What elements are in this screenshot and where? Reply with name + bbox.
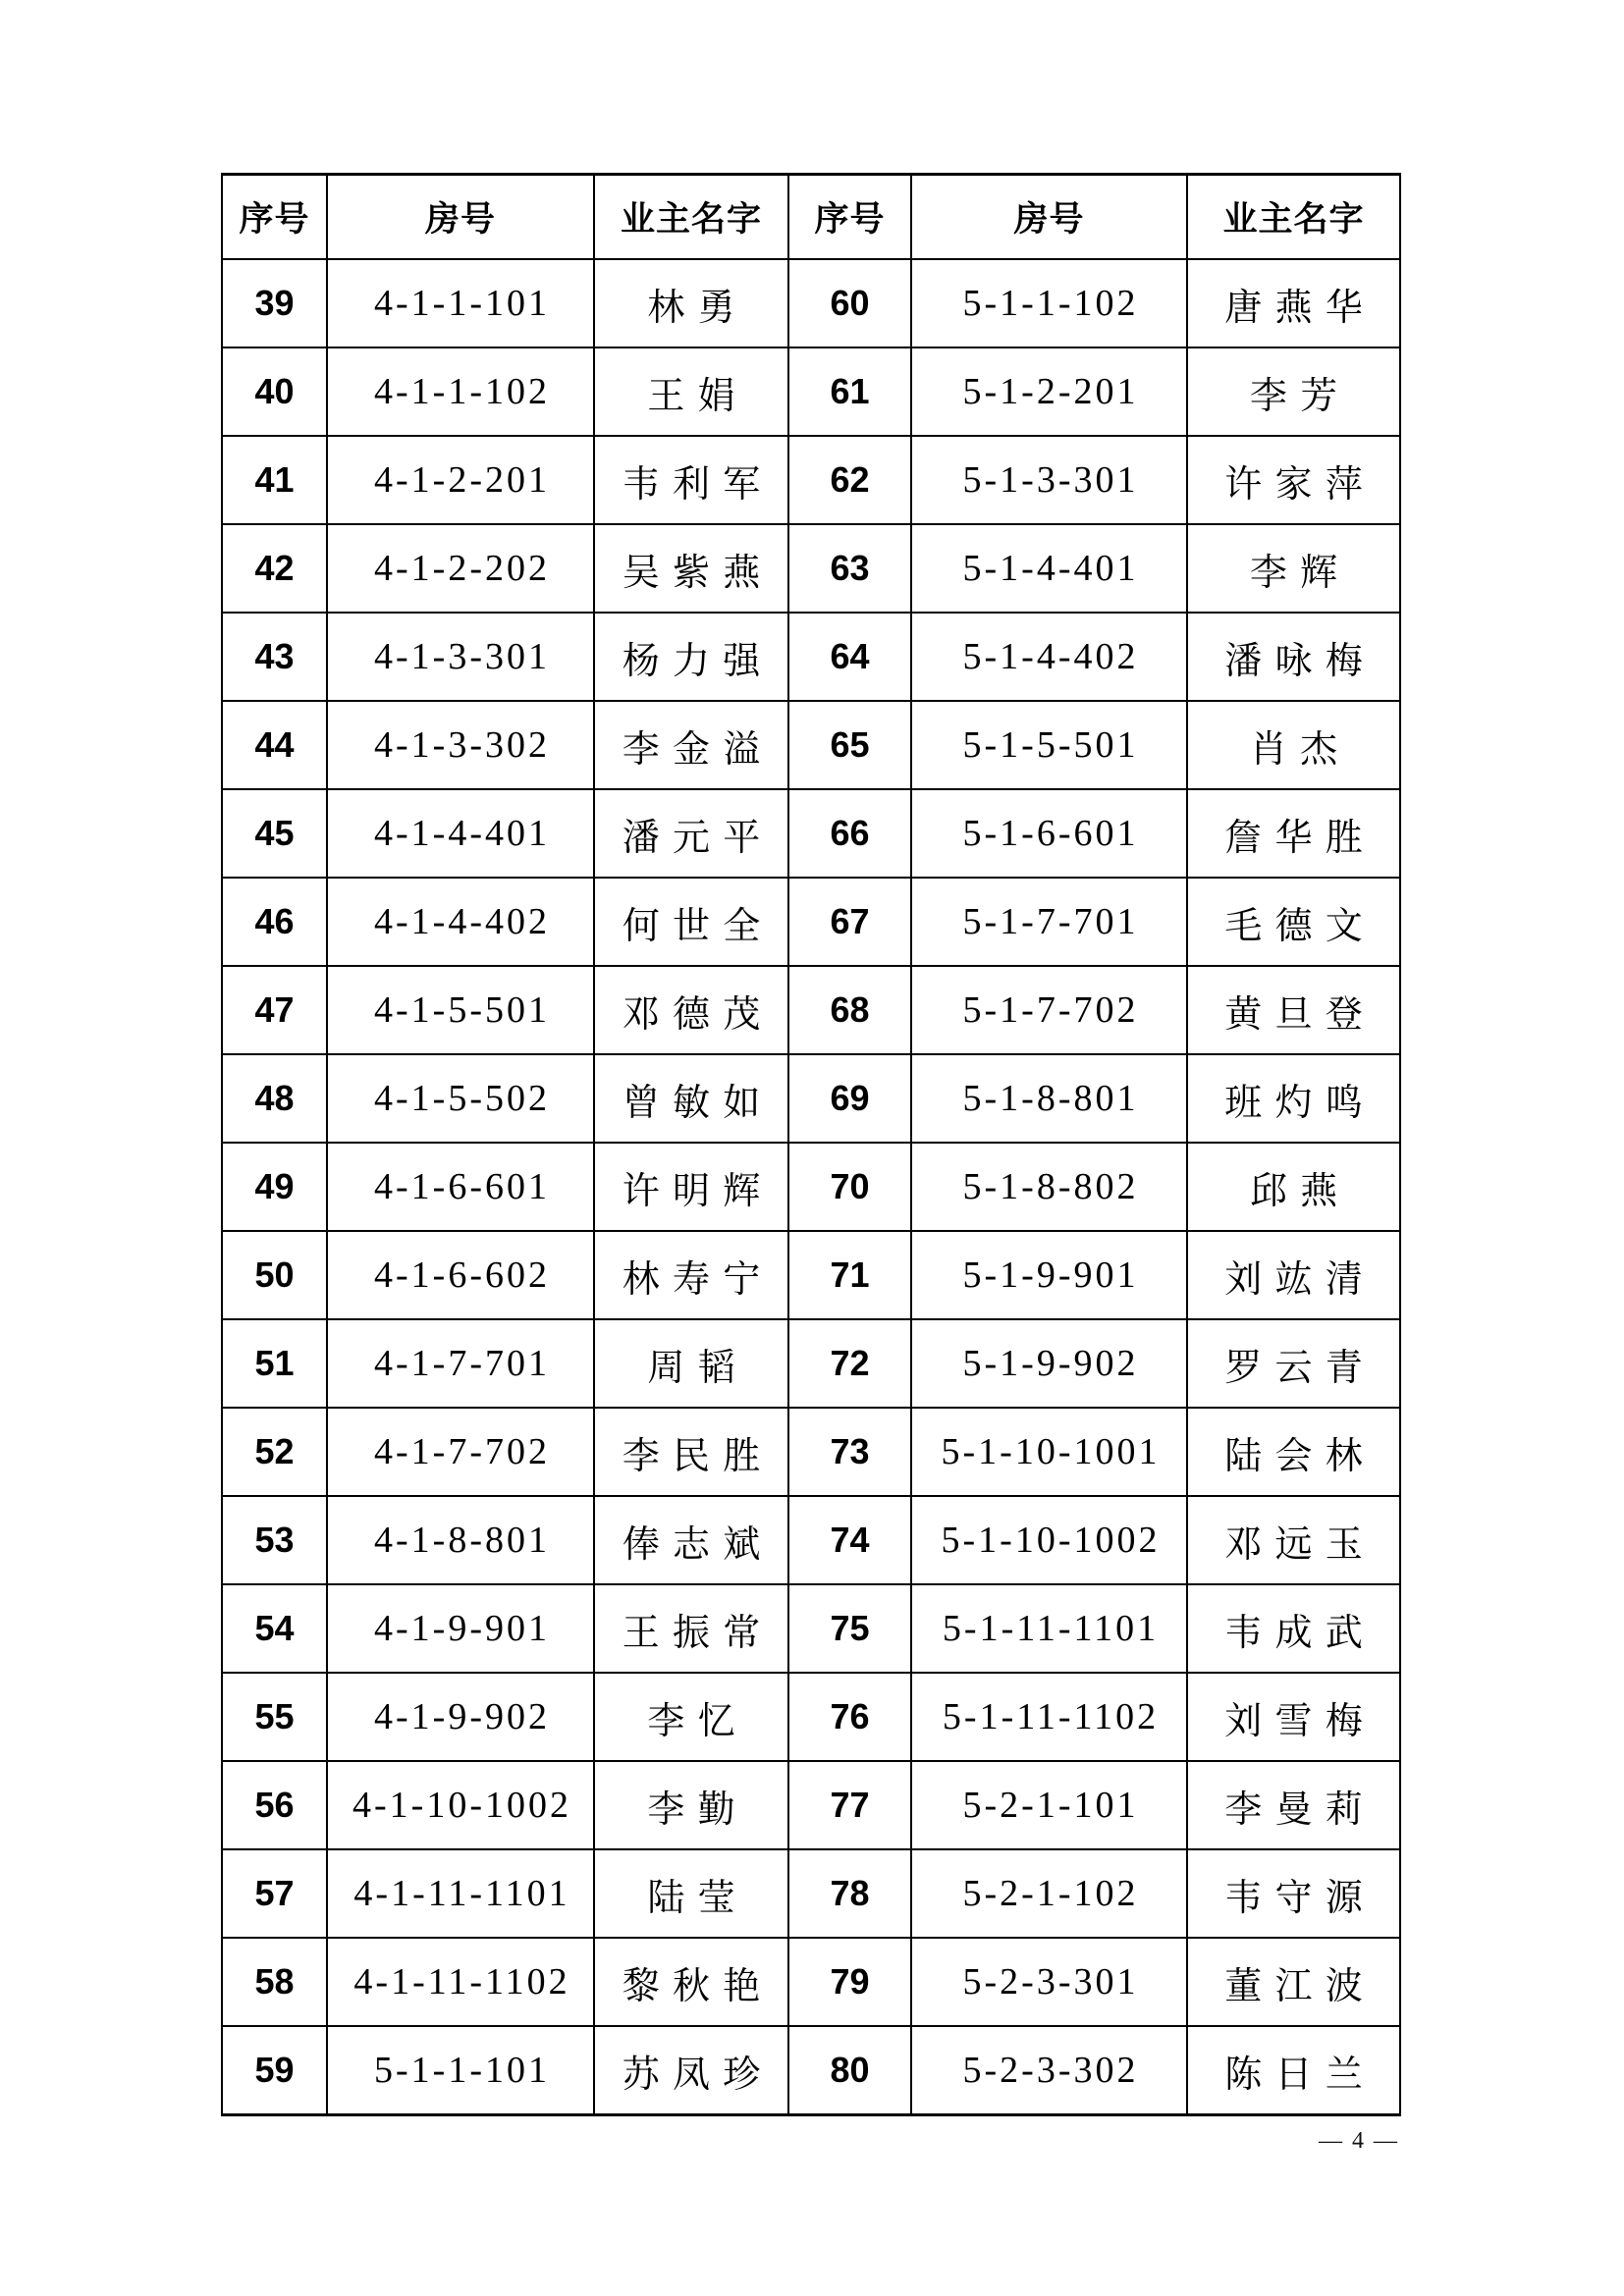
- seq-cell: 79: [788, 1938, 911, 2026]
- room-cell: 4-1-11-1102: [327, 1938, 594, 2026]
- table-row: [222, 436, 1400, 524]
- owner-cell: 曾敏如: [594, 1054, 788, 1143]
- seq-cell: 70: [788, 1143, 911, 1231]
- seq-cell: 66: [788, 789, 911, 878]
- seq-cell: 50: [222, 1231, 327, 1319]
- seq-cell: 39: [222, 259, 327, 347]
- owner-roster-table: [221, 173, 1401, 2116]
- table-row: [222, 966, 1400, 1054]
- table-row: [222, 1761, 1400, 1849]
- room-cell: 4-1-1-102: [327, 347, 594, 436]
- seq-cell: 72: [788, 1319, 911, 1408]
- owner-cell: 李民胜: [594, 1408, 788, 1496]
- seq-cell: 61: [788, 347, 911, 436]
- owner-cell: 许家萍: [1187, 436, 1400, 524]
- seq-cell: 41: [222, 436, 327, 524]
- owner-cell: 韦利军: [594, 436, 788, 524]
- room-cell: 5-1-2-201: [911, 347, 1187, 436]
- room-cell: 5-1-7-701: [911, 878, 1187, 966]
- room-cell: 4-1-4-401: [327, 789, 594, 878]
- room-cell: 4-1-10-1002: [327, 1761, 594, 1849]
- header-seq-left: 序号: [222, 175, 327, 260]
- room-cell: 5-1-7-702: [911, 966, 1187, 1054]
- owner-cell: 李辉: [1187, 524, 1400, 613]
- owner-cell: 许明辉: [594, 1143, 788, 1231]
- room-cell: 4-1-2-201: [327, 436, 594, 524]
- owner-cell: 李曼莉: [1187, 1761, 1400, 1849]
- header-seq-right: 序号: [788, 175, 911, 260]
- table-row: [222, 2026, 1400, 2115]
- room-cell: 4-1-1-101: [327, 259, 594, 347]
- table-row: [222, 259, 1400, 347]
- room-cell: 4-1-11-1101: [327, 1849, 594, 1938]
- owner-cell: 毛德文: [1187, 878, 1400, 966]
- room-cell: 4-1-5-501: [327, 966, 594, 1054]
- owner-cell: 刘雪梅: [1187, 1673, 1400, 1761]
- room-cell: 4-1-7-702: [327, 1408, 594, 1496]
- table-row: [222, 1496, 1400, 1584]
- room-cell: 5-1-11-1102: [911, 1673, 1187, 1761]
- owner-cell: 陆会林: [1187, 1408, 1400, 1496]
- owner-cell: 唐燕华: [1187, 259, 1400, 347]
- owner-cell: 俸志斌: [594, 1496, 788, 1584]
- owner-cell: 王娟: [594, 347, 788, 436]
- seq-cell: 77: [788, 1761, 911, 1849]
- room-cell: 5-1-1-101: [327, 2026, 594, 2115]
- table-row: [222, 524, 1400, 613]
- seq-cell: 76: [788, 1673, 911, 1761]
- room-cell: 4-1-7-701: [327, 1319, 594, 1408]
- header-owner-right: 业主名字: [1187, 175, 1400, 260]
- seq-cell: 69: [788, 1054, 911, 1143]
- header-room-left: 房号: [327, 175, 594, 260]
- owner-cell: 詹华胜: [1187, 789, 1400, 878]
- header-row: [222, 175, 1400, 260]
- seq-cell: 60: [788, 259, 911, 347]
- table-row: [222, 613, 1400, 701]
- owner-cell: 林寿宁: [594, 1231, 788, 1319]
- owner-cell: 林勇: [594, 259, 788, 347]
- owner-cell: 韦守源: [1187, 1849, 1400, 1938]
- owner-cell: 班灼鸣: [1187, 1054, 1400, 1143]
- owner-cell: 邱燕: [1187, 1143, 1400, 1231]
- seq-cell: 40: [222, 347, 327, 436]
- room-cell: 5-1-8-802: [911, 1143, 1187, 1231]
- seq-cell: 65: [788, 701, 911, 789]
- seq-cell: 73: [788, 1408, 911, 1496]
- seq-cell: 74: [788, 1496, 911, 1584]
- seq-cell: 57: [222, 1849, 327, 1938]
- owner-cell: 李勤: [594, 1761, 788, 1849]
- owner-cell: 邓德茂: [594, 966, 788, 1054]
- room-cell: 5-1-3-301: [911, 436, 1187, 524]
- seq-cell: 47: [222, 966, 327, 1054]
- table-row: [222, 1673, 1400, 1761]
- seq-cell: 48: [222, 1054, 327, 1143]
- owner-cell: 董江波: [1187, 1938, 1400, 2026]
- room-cell: 4-1-9-901: [327, 1584, 594, 1673]
- room-cell: 4-1-8-801: [327, 1496, 594, 1584]
- room-cell: 5-1-6-601: [911, 789, 1187, 878]
- owner-cell: 陆莹: [594, 1849, 788, 1938]
- room-cell: 4-1-2-202: [327, 524, 594, 613]
- seq-cell: 80: [788, 2026, 911, 2115]
- seq-cell: 71: [788, 1231, 911, 1319]
- table-row: [222, 1143, 1400, 1231]
- owner-cell: 李忆: [594, 1673, 788, 1761]
- seq-cell: 59: [222, 2026, 327, 2115]
- seq-cell: 58: [222, 1938, 327, 2026]
- room-cell: 4-1-9-902: [327, 1673, 594, 1761]
- seq-cell: 53: [222, 1496, 327, 1584]
- seq-cell: 44: [222, 701, 327, 789]
- room-cell: 4-1-3-302: [327, 701, 594, 789]
- table-row: [222, 1408, 1400, 1496]
- owner-cell: 潘咏梅: [1187, 613, 1400, 701]
- owner-cell: 肖杰: [1187, 701, 1400, 789]
- seq-cell: 67: [788, 878, 911, 966]
- owner-cell: 何世全: [594, 878, 788, 966]
- room-cell: 4-1-6-602: [327, 1231, 594, 1319]
- seq-cell: 75: [788, 1584, 911, 1673]
- owner-cell: 王振常: [594, 1584, 788, 1673]
- seq-cell: 43: [222, 613, 327, 701]
- table-row: [222, 1849, 1400, 1938]
- owner-cell: 罗云青: [1187, 1319, 1400, 1408]
- seq-cell: 54: [222, 1584, 327, 1673]
- room-cell: 5-1-4-401: [911, 524, 1187, 613]
- room-cell: 5-1-1-102: [911, 259, 1187, 347]
- room-cell: 5-1-5-501: [911, 701, 1187, 789]
- page-number: — 4 —: [1319, 2128, 1399, 2154]
- room-cell: 4-1-5-502: [327, 1054, 594, 1143]
- room-cell: 5-2-1-102: [911, 1849, 1187, 1938]
- seq-cell: 78: [788, 1849, 911, 1938]
- owner-cell: 周韬: [594, 1319, 788, 1408]
- room-cell: 5-2-1-101: [911, 1761, 1187, 1849]
- room-cell: 4-1-3-301: [327, 613, 594, 701]
- seq-cell: 64: [788, 613, 911, 701]
- seq-cell: 52: [222, 1408, 327, 1496]
- header-owner-left: 业主名字: [594, 175, 788, 260]
- room-cell: 5-1-10-1001: [911, 1408, 1187, 1496]
- room-cell: 5-1-11-1101: [911, 1584, 1187, 1673]
- owner-cell: 潘元平: [594, 789, 788, 878]
- table-row: [222, 789, 1400, 878]
- owner-cell: 李芳: [1187, 347, 1400, 436]
- room-cell: 5-1-9-902: [911, 1319, 1187, 1408]
- table-body: [222, 259, 1400, 2115]
- table-header: [222, 175, 1400, 260]
- table-row: [222, 1231, 1400, 1319]
- seq-cell: 45: [222, 789, 327, 878]
- seq-cell: 62: [788, 436, 911, 524]
- seq-cell: 46: [222, 878, 327, 966]
- room-cell: 5-2-3-301: [911, 1938, 1187, 2026]
- owner-cell: 陈日兰: [1187, 2026, 1400, 2115]
- seq-cell: 56: [222, 1761, 327, 1849]
- owner-cell: 吴紫燕: [594, 524, 788, 613]
- owner-cell: 邓远玉: [1187, 1496, 1400, 1584]
- header-room-right: 房号: [911, 175, 1187, 260]
- seq-cell: 42: [222, 524, 327, 613]
- owner-cell: 黎秋艳: [594, 1938, 788, 2026]
- owner-cell: 刘竑清: [1187, 1231, 1400, 1319]
- owner-cell: 李金溢: [594, 701, 788, 789]
- table-row: [222, 1584, 1400, 1673]
- table-row: [222, 1054, 1400, 1143]
- seq-cell: 68: [788, 966, 911, 1054]
- room-cell: 5-1-4-402: [911, 613, 1187, 701]
- owner-cell: 杨力强: [594, 613, 788, 701]
- room-cell: 4-1-4-402: [327, 878, 594, 966]
- table-row: [222, 701, 1400, 789]
- owner-cell: 苏凤珍: [594, 2026, 788, 2115]
- room-cell: 5-1-10-1002: [911, 1496, 1187, 1584]
- table-row: [222, 1938, 1400, 2026]
- table-row: [222, 1319, 1400, 1408]
- owner-cell: 黄旦登: [1187, 966, 1400, 1054]
- seq-cell: 63: [788, 524, 911, 613]
- room-cell: 5-1-8-801: [911, 1054, 1187, 1143]
- seq-cell: 51: [222, 1319, 327, 1408]
- room-cell: 4-1-6-601: [327, 1143, 594, 1231]
- table-row: [222, 347, 1400, 436]
- room-cell: 5-2-3-302: [911, 2026, 1187, 2115]
- table-row: [222, 878, 1400, 966]
- owner-cell: 韦成武: [1187, 1584, 1400, 1673]
- seq-cell: 55: [222, 1673, 327, 1761]
- seq-cell: 49: [222, 1143, 327, 1231]
- room-cell: 5-1-9-901: [911, 1231, 1187, 1319]
